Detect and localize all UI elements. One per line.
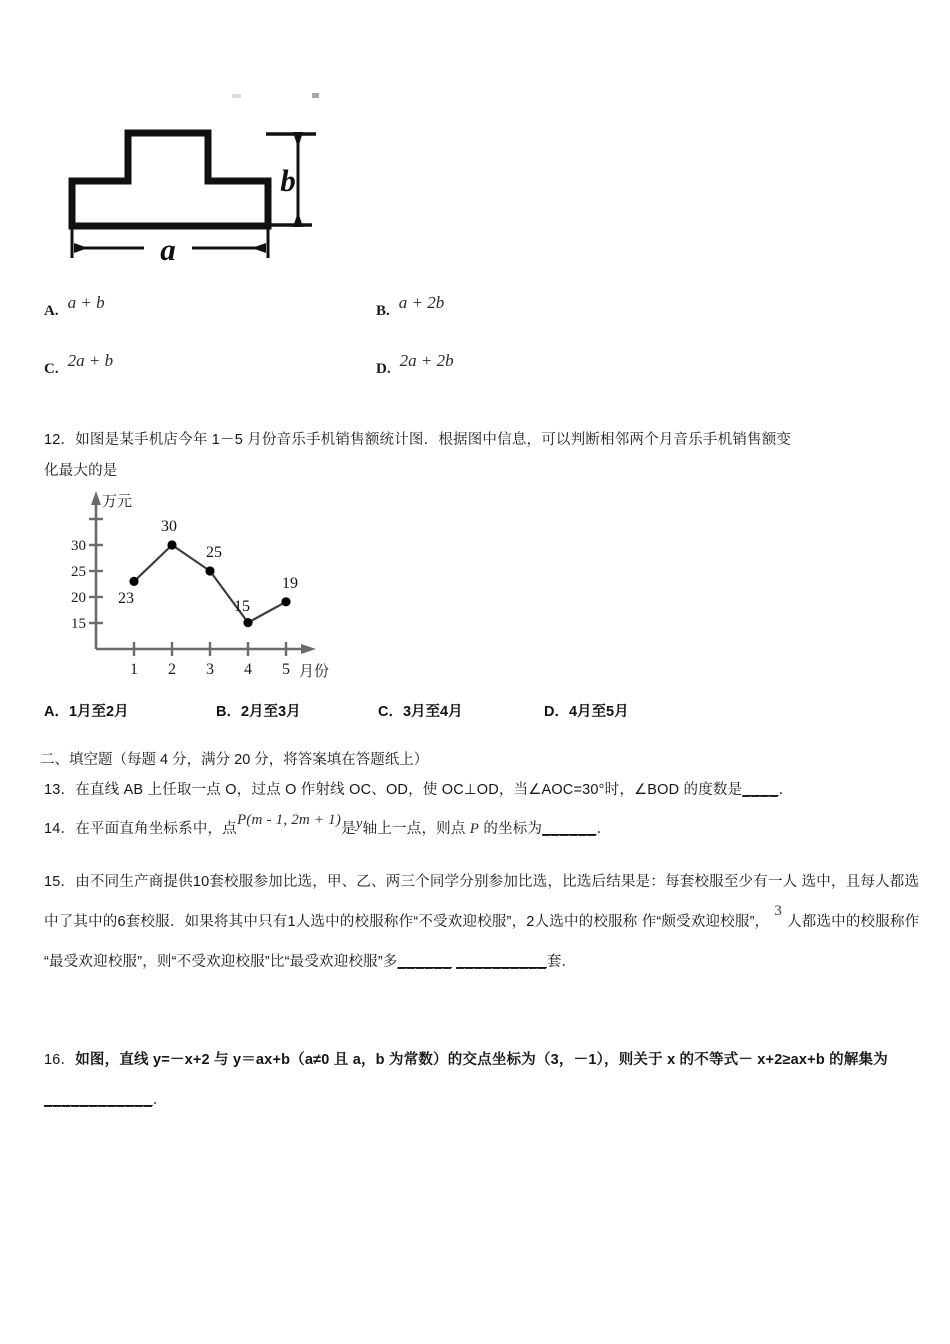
question-16-line2: x+2≥ax+b 的解集为: [757, 1052, 888, 1068]
x-axis-arrow: [301, 644, 316, 654]
q12-option-a[interactable]: A．1月至2月: [44, 704, 129, 720]
y-axis-arrow: [91, 491, 101, 505]
question-15-number: 15．: [44, 874, 76, 890]
option-row-ab: [44, 293, 664, 358]
question-12-text: [44, 425, 920, 487]
question-14-text: [44, 812, 924, 846]
y-tick-label-30: 30: [71, 538, 86, 554]
option-c[interactable]: [44, 351, 114, 378]
b-arrow-up: [293, 132, 303, 148]
question-13-number: 13．: [44, 782, 76, 798]
question-14-point-expression: P(m - 1, 2m + 1): [236, 812, 342, 828]
q12-option-d[interactable]: D．4月至5月: [544, 704, 629, 720]
question-14-part3: 轴上一点，则点: [362, 821, 466, 837]
y-tick-label-20: 20: [71, 590, 86, 606]
question-16-number: 16．: [44, 1052, 76, 1068]
question-13-period: ．: [778, 782, 794, 798]
sales-line-chart: [56, 487, 366, 682]
data-point-2: [167, 540, 176, 549]
option-a[interactable]: [44, 293, 105, 320]
question-15-line3-post: 人都选中的校服称作“最受欢迎校服”，则“不受欢迎校服”比“最受欢迎校服”多: [44, 914, 920, 970]
option-b-expression: a + 2b: [398, 293, 445, 312]
a-label: a: [160, 232, 176, 267]
question-14-part4: 的坐标为: [483, 821, 543, 837]
question-15-line2: 选中，且每人都选中了其中的6套校服．如果将其中只有1人选中的校服称作“不受欢迎校服”，2人选中的校服称: [44, 874, 920, 930]
b-arrow-down: [293, 212, 303, 227]
question-15-line4-tail: 套．: [546, 954, 577, 970]
data-label-3: 25: [206, 544, 222, 561]
question-16-line1: 如图，直线 y=－x+2 与 y＝ax+b（a≠0 且 a，b 为常数）的交点坐标为（3，－1），则关于 x 的不等式－: [75, 1052, 754, 1068]
x-axis-unit-label: 月份: [299, 663, 330, 680]
question-15-blank-2[interactable]: __________: [456, 954, 547, 970]
option-a-expression: a + b: [67, 293, 105, 312]
data-label-1: 23: [118, 590, 134, 607]
question-15-blank-1[interactable]: ______: [397, 954, 452, 970]
data-point-1: [129, 577, 138, 586]
question-14-period: ．: [596, 821, 612, 837]
question-13-text: [44, 775, 924, 806]
question-16-period: ．: [152, 1092, 168, 1108]
y-axis-unit-label: 万元: [102, 493, 133, 510]
figure-step-shape: [60, 86, 360, 271]
question-15-text: [44, 862, 922, 982]
option-row-cd: [44, 351, 664, 416]
question-16-blank[interactable]: ____________: [44, 1092, 153, 1108]
question-12-line1: 如图是某手机店今年 1－5 月份音乐手机销售额统计图．根据图中信息，可以判断相邻两个月音乐手机销售额变: [75, 432, 792, 448]
scan-artifact-speck: [312, 93, 319, 98]
question-15-superscript-three: 3: [774, 903, 783, 919]
section-2-heading: 二、填空题（每题 4 分，满分 20 分，将答案填在答题纸上）: [40, 752, 429, 768]
question-13-body: 在直线 AB 上任取一点 O，过点 O 作射线 OC、OD，使 OC⊥OD，当∠AOC=30°时，∠BOD 的度数是: [75, 782, 743, 798]
q12-option-b[interactable]: B．2月至3月: [216, 704, 301, 720]
question-14-axis-variable: y: [355, 816, 363, 832]
x-tick-label-3: 3: [206, 661, 214, 678]
x-tick-label-4: 4: [244, 661, 252, 678]
question-14-number: 14．: [44, 821, 76, 837]
x-tick-label-5: 5: [282, 661, 290, 678]
data-label-4: 15: [234, 598, 250, 615]
question-15-line1: 由不同生产商提供10套校服参加比选，甲、乙、两三个同学分别参加比选，比选后结果是：每套校服至少有一人: [75, 874, 798, 890]
x-tick-label-2: 2: [168, 661, 176, 678]
a-arrow-right: [252, 243, 266, 253]
step-polygon: [72, 133, 268, 226]
question-14-part2: 是: [341, 821, 356, 837]
b-label: b: [280, 163, 296, 198]
question-14-part1: 在平面直角坐标系中，点: [75, 821, 237, 837]
y-tick-label-15: 15: [71, 616, 86, 632]
option-d-expression: 2a + 2b: [399, 351, 454, 370]
question-13-blank[interactable]: ____: [742, 782, 779, 798]
question-14-point-variable: P: [469, 821, 480, 837]
question-16-text: [44, 1040, 922, 1120]
x-tick-label-1: 1: [130, 661, 138, 678]
q12-option-c[interactable]: C．3月至4月: [378, 704, 463, 720]
line-chart-svg: [56, 487, 366, 682]
step-shape-svg: [60, 86, 360, 271]
option-a-letter: A.: [44, 303, 59, 319]
data-point-3: [205, 566, 214, 575]
option-c-letter: C.: [44, 361, 59, 377]
y-tick-label-25: 25: [71, 564, 86, 580]
option-d[interactable]: [376, 351, 454, 378]
question-12-number: 12．: [44, 432, 76, 448]
option-d-letter: D.: [376, 361, 391, 377]
option-c-expression: 2a + b: [67, 351, 114, 370]
data-label-5: 19: [282, 575, 298, 592]
option-b[interactable]: [376, 293, 445, 320]
data-point-4: [243, 618, 252, 627]
a-arrow-left: [74, 243, 88, 253]
option-b-letter: B.: [376, 303, 390, 319]
scan-artifact-speck: [232, 94, 241, 98]
question-14-blank[interactable]: ______: [542, 821, 597, 837]
data-point-5: [281, 597, 290, 606]
question-12-line2: 化最大的是: [44, 463, 118, 479]
question-15-line3-pre: 作“颇受欢迎校服”，: [641, 914, 770, 930]
question-11-options: [44, 293, 664, 416]
data-label-2: 30: [161, 518, 177, 535]
